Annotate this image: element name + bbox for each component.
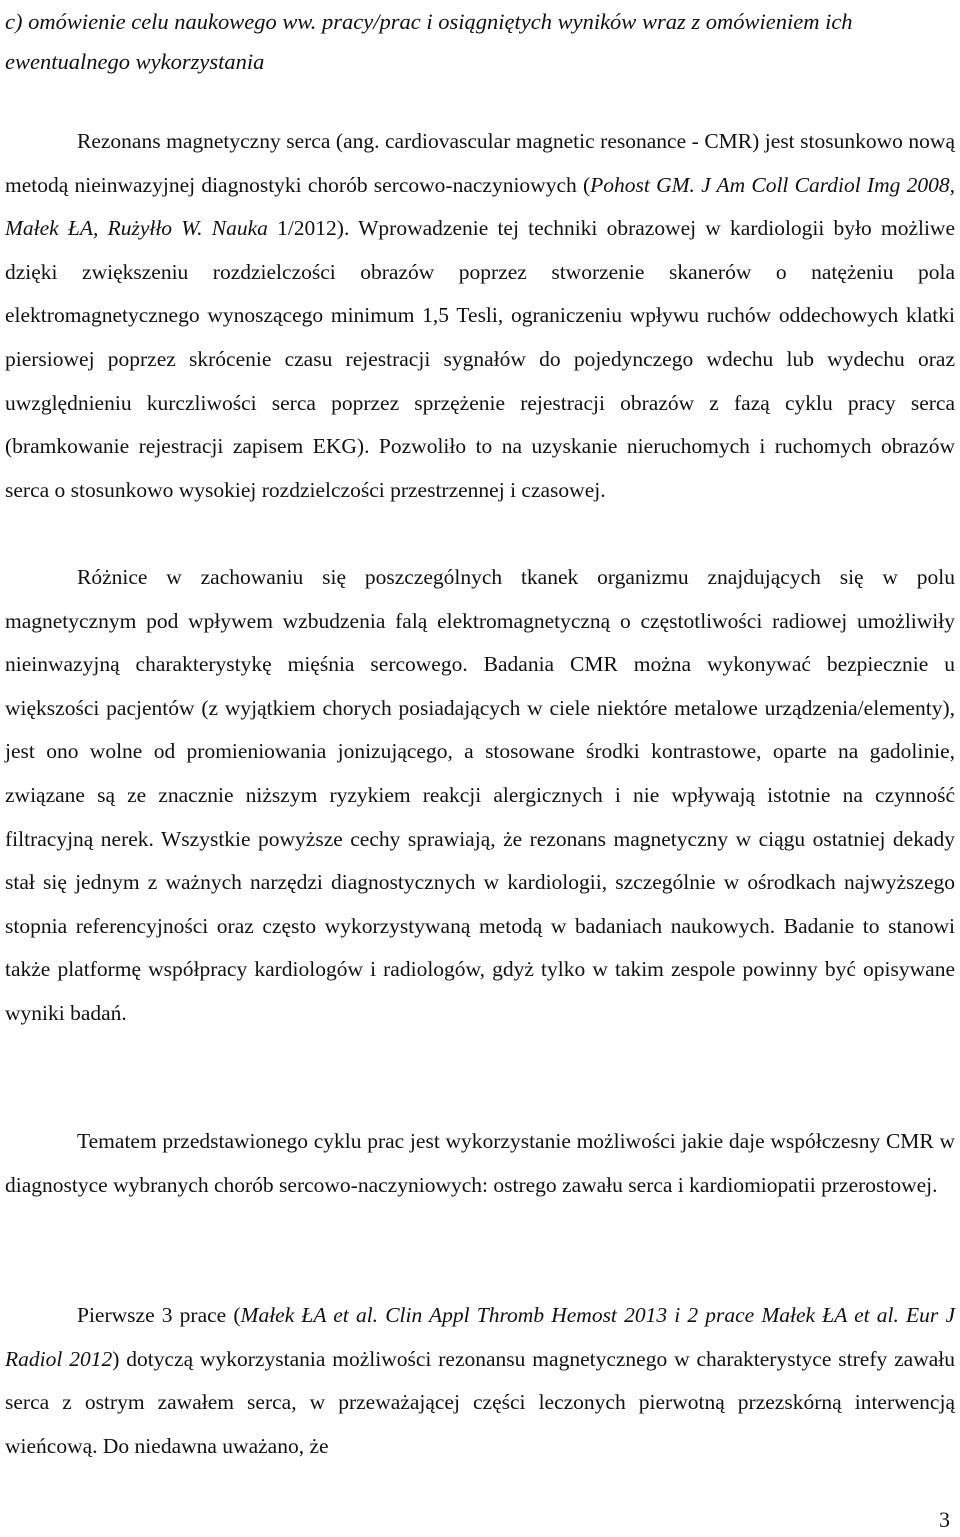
- section-heading: c) omówienie celu naukowego ww. pracy/prac i osiągniętych wyników wraz z omówieniem ich ewentualnego wykorzystania: [5, 9, 853, 74]
- citation-malek-et-al: Małek ŁA et al. Clin Appl Thromb Hemost 2013 i 2 prace Małek ŁA et al. Eur J Radiol 2012: [5, 1303, 955, 1371]
- paragraph-cmr-intro: [5, 120, 955, 512]
- paragraph-first-papers: [5, 1294, 955, 1468]
- paragraph-first-papers-text-1: Pierwsze 3 prace (: [77, 1303, 241, 1327]
- paragraph-cmr-text-1: Rezonans magnetyczny serca (ang. cardiovascular magnetic resonance - CMR) jest stosunkowo nową metodą nieinwazyjnej diagnostyki chorób sercowo-naczyniowych (: [5, 129, 955, 197]
- paragraph-first-papers-text-2: ) dotyczą wykorzystania możliwości rezonansu magnetycznego w charakterystyce strefy zawału serca z ostrym zawałem serca, w przeważającej części leczonych pierwotną przezskórną interwencją wieńcową. Do niedawna uważano, że: [5, 1346, 955, 1458]
- paragraph-tissue-differences: Różnice w zachowaniu się poszczególnych tkanek organizmu znajdujących się w polu magnetycznym pod wpływem wzbudzenia falą elektromagnetyczną o częstotliwości radiowej umożliwiły nieinwazyjną charakterystykę mięśnia sercowego. Badania CMR można wykonywać bezpiecznie u większości pacjentów (z wyjątkiem chorych posiadających w ciele niektóre metalowe urządzenia/elementy), jest ono wolne od promieniowania jonizującego, a stosowane środki kontrastowe, oparte na gadolinie, związane są ze znacznie niższym ryzykiem reakcji alergicznych i nie wpływają istotnie na czynność filtracyjną nerek. Wszystkie powyższe cechy sprawiają, że rezonans magnetyczny w ciągu ostatniej dekady stał się jednym z ważnych narzędzi diagnostycznych w kardiologii, szczególnie w ośrodkach najwyższego stopnia referencyjności oraz często wykorzystywaną metodą w badaniach naukowych. Badanie to stanowi także platformę współpracy kardiologów i radiologów, gdyż tylko w takim zespole powinny być opisywane wyniki badań.: [5, 565, 955, 1025]
- document-page: [5, 0, 955, 1537]
- page-number: 3: [939, 1507, 950, 1532]
- paragraph-topic: Tematem przedstawionego cyklu prac jest wykorzystanie możliwości jakie daje współczesny CMR w diagnostyce wybranych chorób sercowo-naczyniowych: ostrego zawału serca i kardiomiopatii przerostowej.: [5, 1129, 955, 1197]
- citation-pohost-malek: Pohost GM. J Am Coll Cardiol Img 2008, Małek ŁA, Rużyłło W. Nauka: [5, 172, 955, 241]
- paragraph-cmr-text-2: 1/2012). Wprowadzenie tej techniki obrazowej w kardiologii było możliwe dzięki zwiększeniu rozdzielczości obrazów poprzez stworzenie skanerów o natężeniu pola elektromagnetycznego wynoszącego minimum 1,5 Tesli, ograniczeniu wpływu ruchów oddechowych klatki piersiowej poprzez skrócenie czasu rejestracji sygnałów do pojedynczego wdechu lub wydechu oraz uwzględnieniu kurczliwości serca poprzez sprzężenie rejestracji obrazów z fazą cyklu pracy serca (bramkowanie rejestracji zapisem EKG). Pozwoliło to na uzyskanie nieruchomych i ruchomych obrazów serca o stosunkowo wysokiej rozdzielczości przestrzennej i czasowej.: [5, 216, 956, 502]
